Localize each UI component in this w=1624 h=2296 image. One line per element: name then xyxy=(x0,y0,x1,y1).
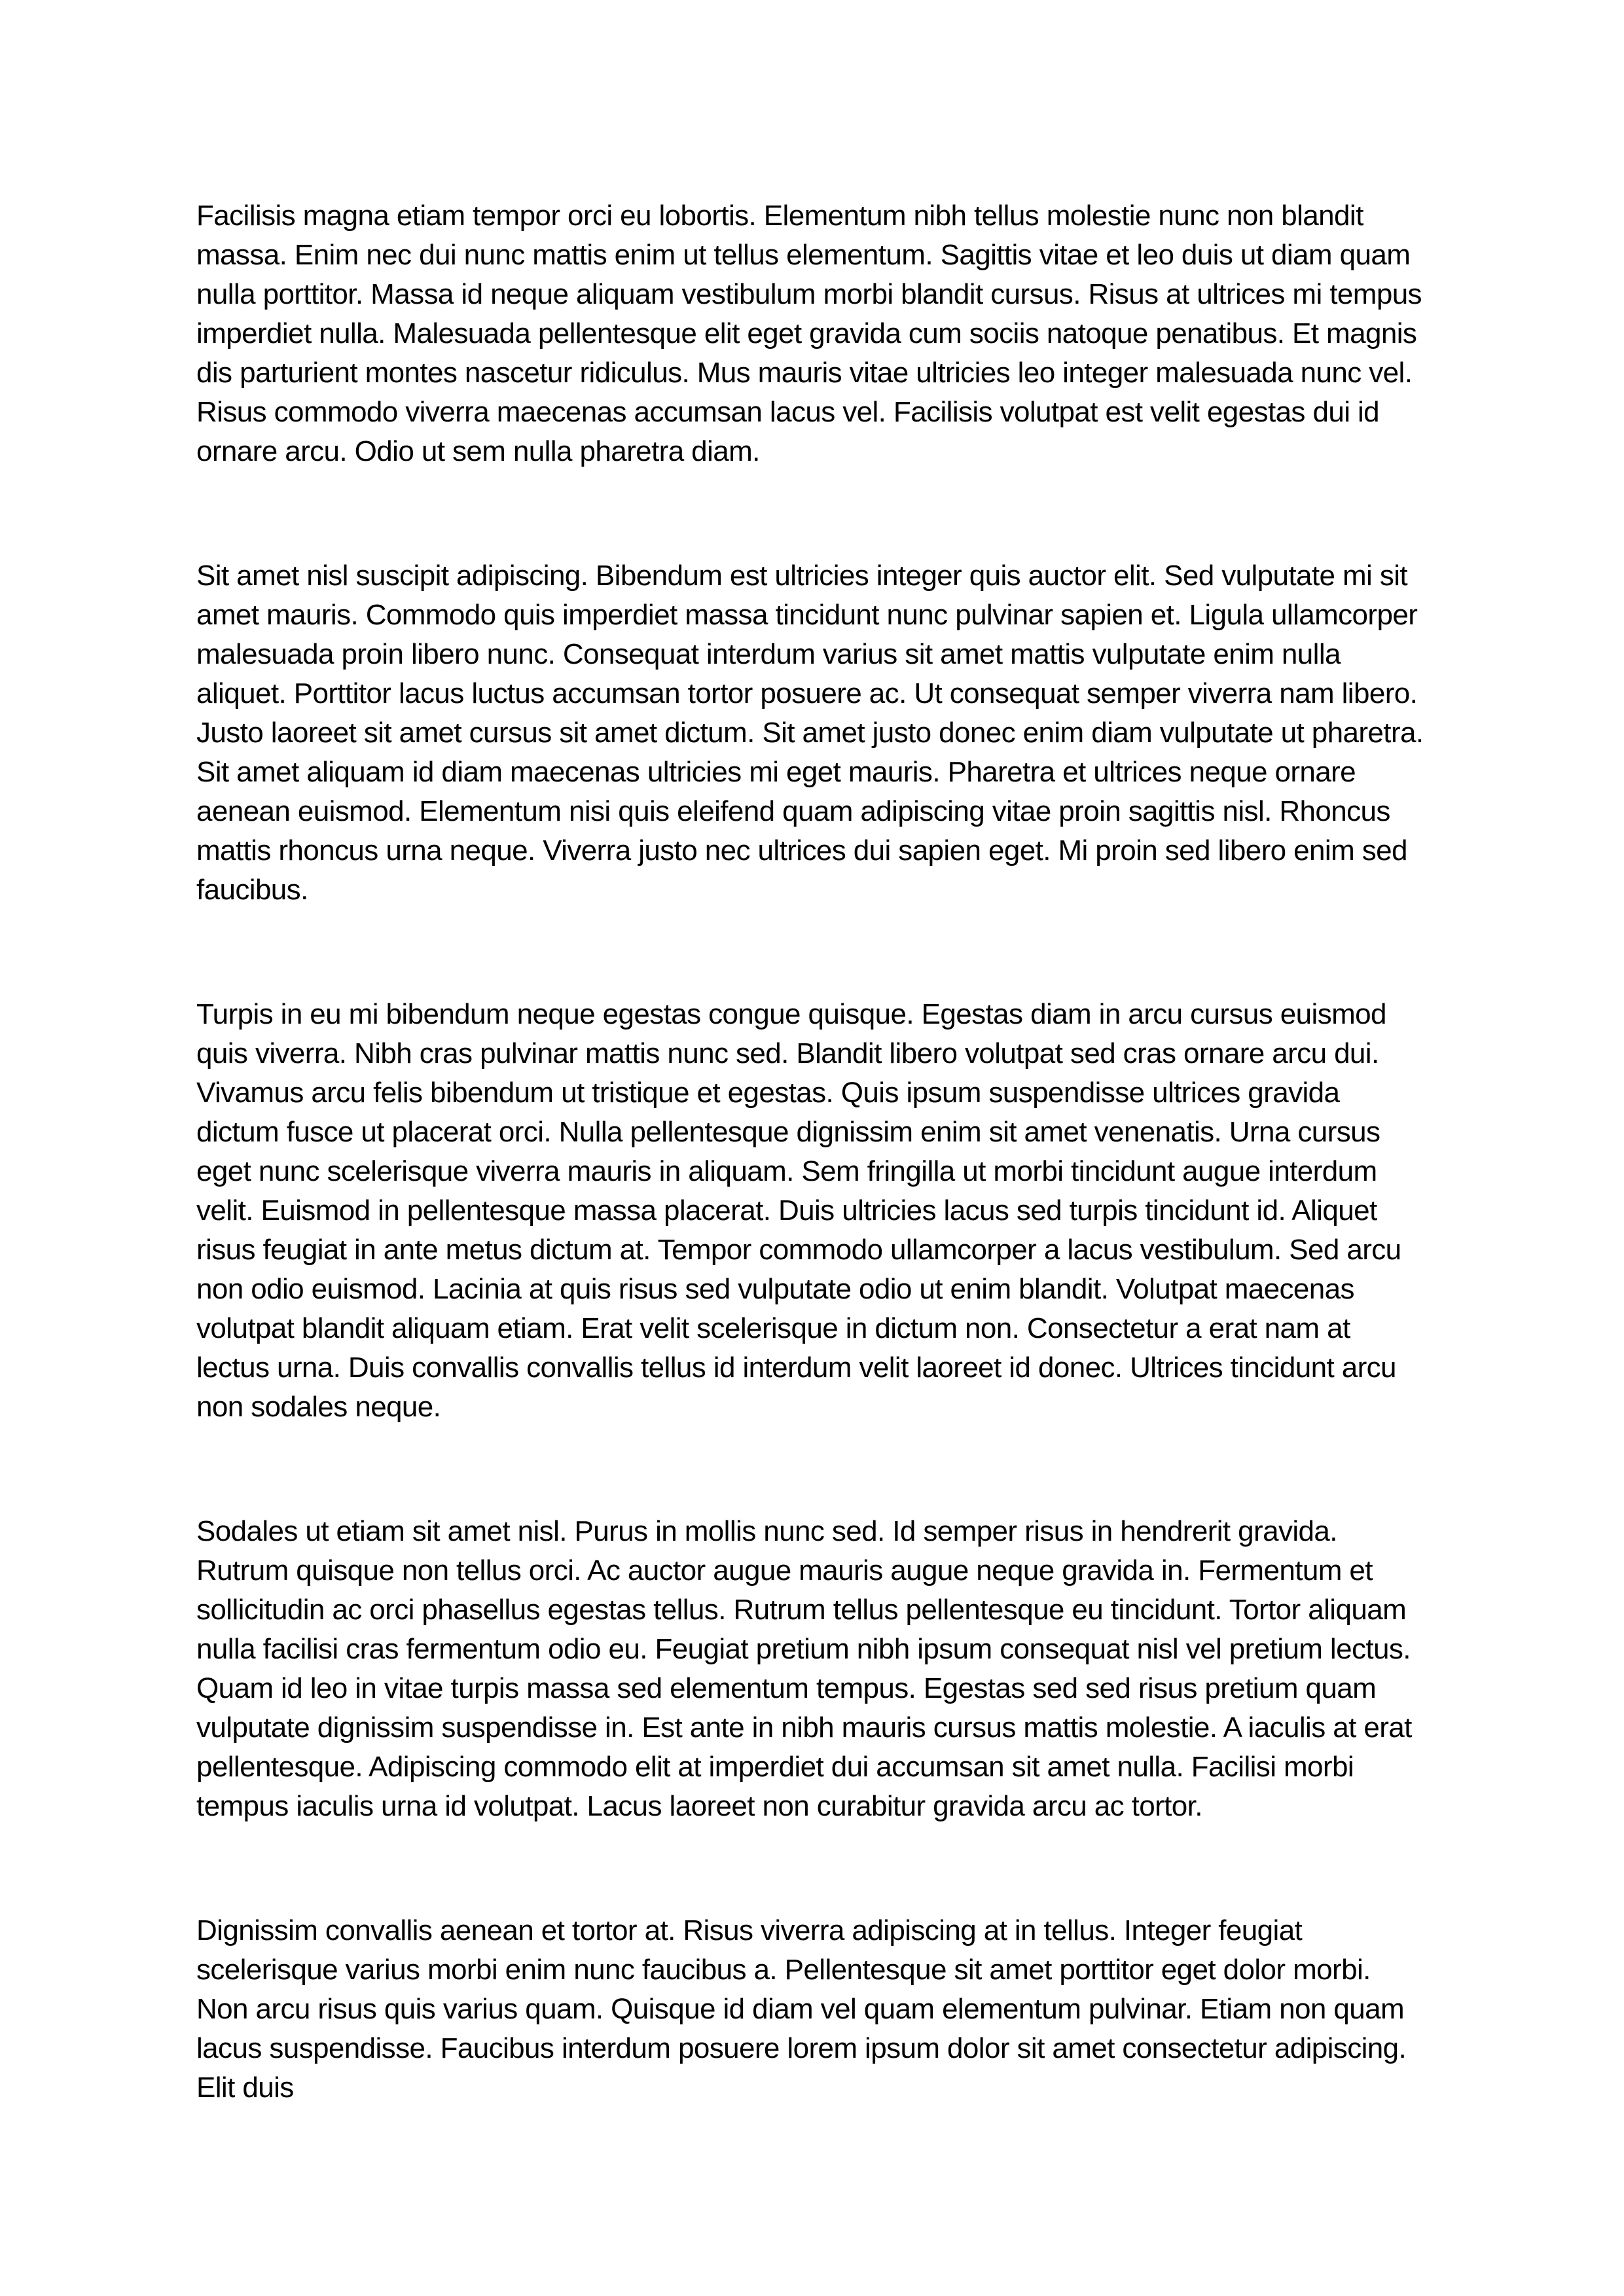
paragraph-3: Turpis in eu mi bibendum neque egestas congue quisque. Egestas diam in arcu cursus euismod quis viverra. Nibh cras pulvinar mattis nunc sed. Blandit libero volutpat sed cras ornare arcu dui. Vivamus arcu felis bibendum ut tristique et egestas. Quis ipsum suspendisse ultrices gravida dictum fusce ut placerat orci. Nulla pellentesque dignissim enim sit amet venenatis. Urna cursus eget nunc scelerisque viverra mauris in aliquam. Sem fringilla ut morbi tincidunt augue interdum velit. Euismod in pellentesque massa placerat. Duis ultricies lacus sed turpis tincidunt id. Aliquet risus feugiat in ante metus dictum at. Tempor commodo ullamcorper a lacus vestibulum. Sed arcu non odio euismod. Lacinia at quis risus sed vulputate odio ut enim blandit. Volutpat maecenas volutpat blandit aliquam etiam. Erat velit scelerisque in dictum non. Consectetur a erat nam at lectus urna. Duis convallis convallis tellus id interdum velit laoreet id donec. Ultrices tincidunt arcu non sodales neque. xyxy=(196,998,1401,1423)
text-body xyxy=(196,196,1428,2108)
paragraph-5: Dignissim convallis aenean et tortor at. Risus viverra adipiscing at in tellus. Integer feugiat scelerisque varius morbi enim nunc faucibus a. Pellentesque sit amet porttitor eget dolor morbi. Non arcu risus quis varius quam. Quisque id diam vel quam elementum pulvinar. Etiam non quam lacus suspendisse. Faucibus interdum posuere lorem ipsum dolor sit amet consectetur adipiscing. Elit duis xyxy=(196,1914,1407,2104)
paragraph-4: Sodales ut etiam sit amet nisl. Purus in mollis nunc sed. Id semper risus in hendrerit gravida. Rutrum quisque non tellus orci. Ac auctor augue mauris augue neque gravida in. Fermentum et sollicitudin ac orci phasellus egestas tellus. Rutrum tellus pellentesque eu tincidunt. Tortor aliquam nulla facilisi cras fermentum odio eu. Feugiat pretium nibh ipsum consequat nisl vel pretium lectus. Quam id leo in vitae turpis massa sed elementum tempus. Egestas sed sed risus pretium quam vulputate dignissim suspendisse in. Est ante in nibh mauris cursus mattis molestie. A iaculis at erat pellentesque. Adipiscing commodo elit at imperdiet dui accumsan sit amet nulla. Facilisi morbi tempus iaculis urna id volutpat. Lacus laoreet non curabitur gravida arcu ac tortor. xyxy=(196,1515,1412,1822)
paragraph-1: Facilisis magna etiam tempor orci eu lobortis. Elementum nibh tellus molestie nunc non blandit massa. Enim nec dui nunc mattis enim ut tellus elementum. Sagittis vitae et leo duis ut diam quam nulla porttitor. Massa id neque aliquam vestibulum morbi blandit cursus. Risus at ultrices mi tempus imperdiet nulla. Malesuada pellentesque elit eget gravida cum sociis natoque penatibus. Et magnis dis parturient montes nascetur ridiculus. Mus mauris vitae ultricies leo integer malesuada nunc vel. Risus commodo viverra maecenas accumsan lacus vel. Facilisis volutpat est velit egestas dui id ornare arcu. Odio ut sem nulla pharetra diam. xyxy=(196,200,1422,467)
paragraph-2: Sit amet nisl suscipit adipiscing. Bibendum est ultricies integer quis auctor elit. Sed vulputate mi sit amet mauris. Commodo quis imperdiet massa tincidunt nunc pulvinar sapien et. Ligula ullamcorper malesuada proin libero nunc. Consequat interdum varius sit amet mattis vulputate enim nulla aliquet. Porttitor lacus luctus accumsan tortor posuere ac. Ut consequat semper viverra nam libero. Justo laoreet sit amet cursus sit amet dictum. Sit amet justo donec enim diam vulputate ut pharetra. Sit amet aliquam id diam maecenas ultricies mi eget mauris. Pharetra et ultrices neque ornare aenean euismod. Elementum nisi quis eleifend quam adipiscing vitae proin sagittis nisl. Rhoncus mattis rhoncus urna neque. Viverra justo nec ultrices dui sapien eget. Mi proin sed libero enim sed faucibus. xyxy=(196,560,1424,906)
